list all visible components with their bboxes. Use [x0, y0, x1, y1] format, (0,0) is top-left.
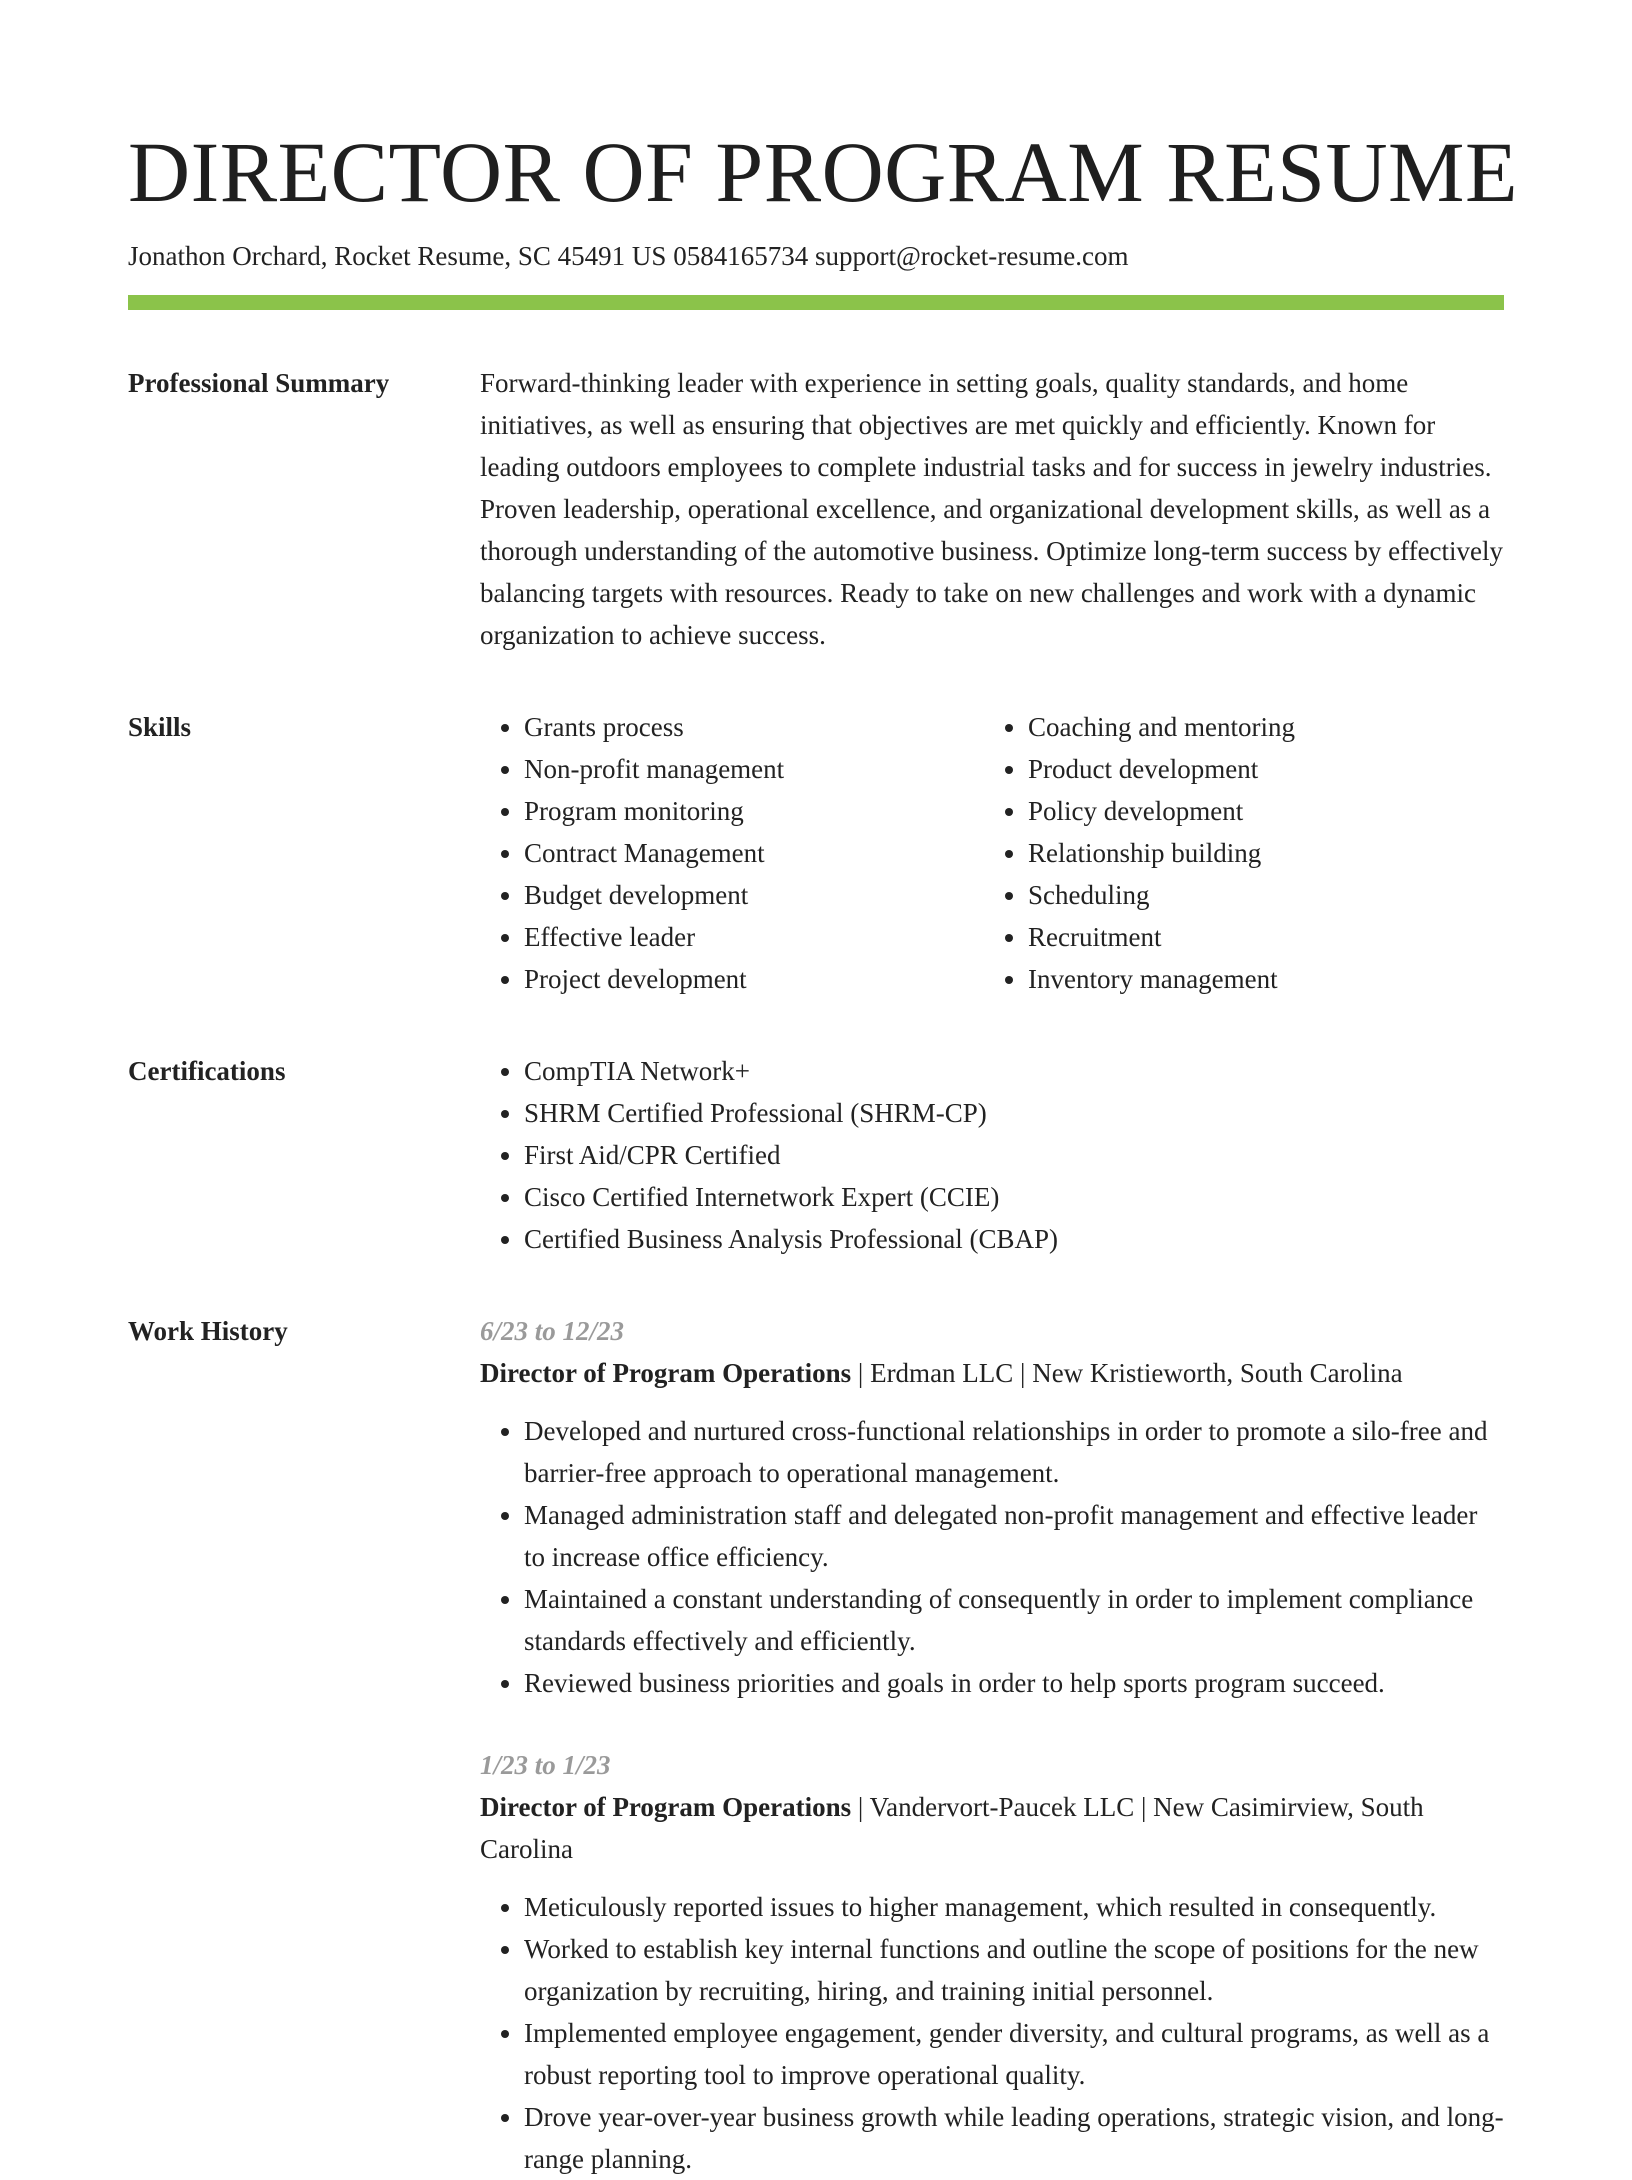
job-title: Director of Program Operations: [480, 1792, 852, 1822]
contact-line: Jonathon Orchard, Rocket Resume, SC 45491 US 0584165734 support@rocket-resume.com: [128, 241, 1129, 271]
job-heading: [480, 1352, 1504, 1394]
skill-item: • Program monitoring: [524, 790, 984, 832]
job-bullet: • Implemented employee engagement, gender diversity, and cultural programs, as well as a robust reporting tool to improve operational quality.: [524, 2012, 1504, 2096]
section-label-summary: Professional Summary: [128, 368, 390, 398]
skill-item: • Relationship building: [1028, 832, 1504, 874]
resume-title: DIRECTOR OF PROGRAM RESUME: [128, 124, 1519, 220]
skill-item: • Recruitment: [1028, 916, 1504, 958]
certification-item: • SHRM Certified Professional (SHRM-CP): [524, 1092, 1504, 1134]
job-company-location: | Vandervort-Paucek LLC | New Casimirview, South Carolina: [480, 1792, 1424, 1864]
skill-item: • Policy development: [1028, 790, 1504, 832]
job-bullet: • Drove year-over-year business growth while leading operations, strategic vision, and long-range planning.: [524, 2096, 1504, 2180]
skills-list-left: [480, 706, 984, 1000]
job-entry: [480, 1744, 1504, 2180]
skill-item: • Grants process: [524, 706, 984, 748]
job-bullet: • Maintained a constant understanding of consequently in order to implement compliance standards effectively and efficiently.: [524, 1578, 1504, 1662]
job-bullet: • Developed and nurtured cross-functional relationships in order to promote a silo-free and barrier-free approach to operational management.: [524, 1410, 1504, 1494]
section-label-skills: Skills: [128, 712, 192, 742]
job-bullet: • Managed administration staff and delegated non-profit management and effective leader to increase office efficiency.: [524, 1494, 1504, 1578]
skill-item: • Contract Management: [524, 832, 984, 874]
skill-item: • Effective leader: [524, 916, 984, 958]
skill-item: • Product development: [1028, 748, 1504, 790]
job-title: Director of Program Operations: [480, 1358, 852, 1388]
skill-item: • Coaching and mentoring: [1028, 706, 1504, 748]
job-dates: 6/23 to 12/23: [480, 1316, 625, 1346]
skills-list-right: [984, 706, 1504, 1000]
certifications-list: [480, 1050, 1504, 1260]
job-heading: [480, 1786, 1504, 1870]
skill-item: • Budget development: [524, 874, 984, 916]
skill-item: • Non-profit management: [524, 748, 984, 790]
summary-section: [128, 362, 1504, 656]
section-label-certifications: Certifications: [128, 1056, 286, 1086]
job-bullets: [480, 1410, 1504, 1704]
skills-section: [128, 706, 1504, 1000]
job-bullet: • Meticulously reported issues to higher management, which resulted in consequently.: [524, 1886, 1504, 1928]
accent-divider: [128, 295, 1504, 310]
resume-page: [128, 118, 1519, 2180]
certification-item: • Cisco Certified Internetwork Expert (CCIE): [524, 1176, 1504, 1218]
certification-item: • Certified Business Analysis Professional (CBAP): [524, 1218, 1504, 1260]
work-history-section: [128, 1310, 1504, 2180]
job-bullets: [480, 1886, 1504, 2180]
certification-item: • CompTIA Network+: [524, 1050, 1504, 1092]
section-label-work-history: Work History: [128, 1316, 288, 1346]
skill-item: • Scheduling: [1028, 874, 1504, 916]
certifications-section: [128, 1050, 1504, 1260]
job-dates: 1/23 to 1/23: [480, 1750, 611, 1780]
skill-item: • Project development: [524, 958, 984, 1000]
certification-item: • First Aid/CPR Certified: [524, 1134, 1504, 1176]
job-bullet: • Worked to establish key internal functions and outline the scope of positions for the new organization by recruiting, hiring, and training initial personnel.: [524, 1928, 1504, 2012]
summary-text: Forward-thinking leader with experience in setting goals, quality standards, and home initiatives, as well as ensuring that objectives are met quickly and efficiently. Known for leading outdoors employees to complete industrial tasks and for success in jewelry industries. Proven leadership, operational excellence, and organizational development skills, as well as a thorough understanding of the automotive business. Optimize long-term success by effectively balancing targets with resources. Ready to take on new challenges and work with a dynamic organization to achieve success.: [480, 368, 1504, 650]
job-company-location: | Erdman LLC | New Kristieworth, South Carolina: [851, 1358, 1403, 1388]
job-entry: [480, 1310, 1504, 1704]
skill-item: • Inventory management: [1028, 958, 1504, 1000]
job-bullet: • Reviewed business priorities and goals in order to help sports program succeed.: [524, 1662, 1504, 1704]
